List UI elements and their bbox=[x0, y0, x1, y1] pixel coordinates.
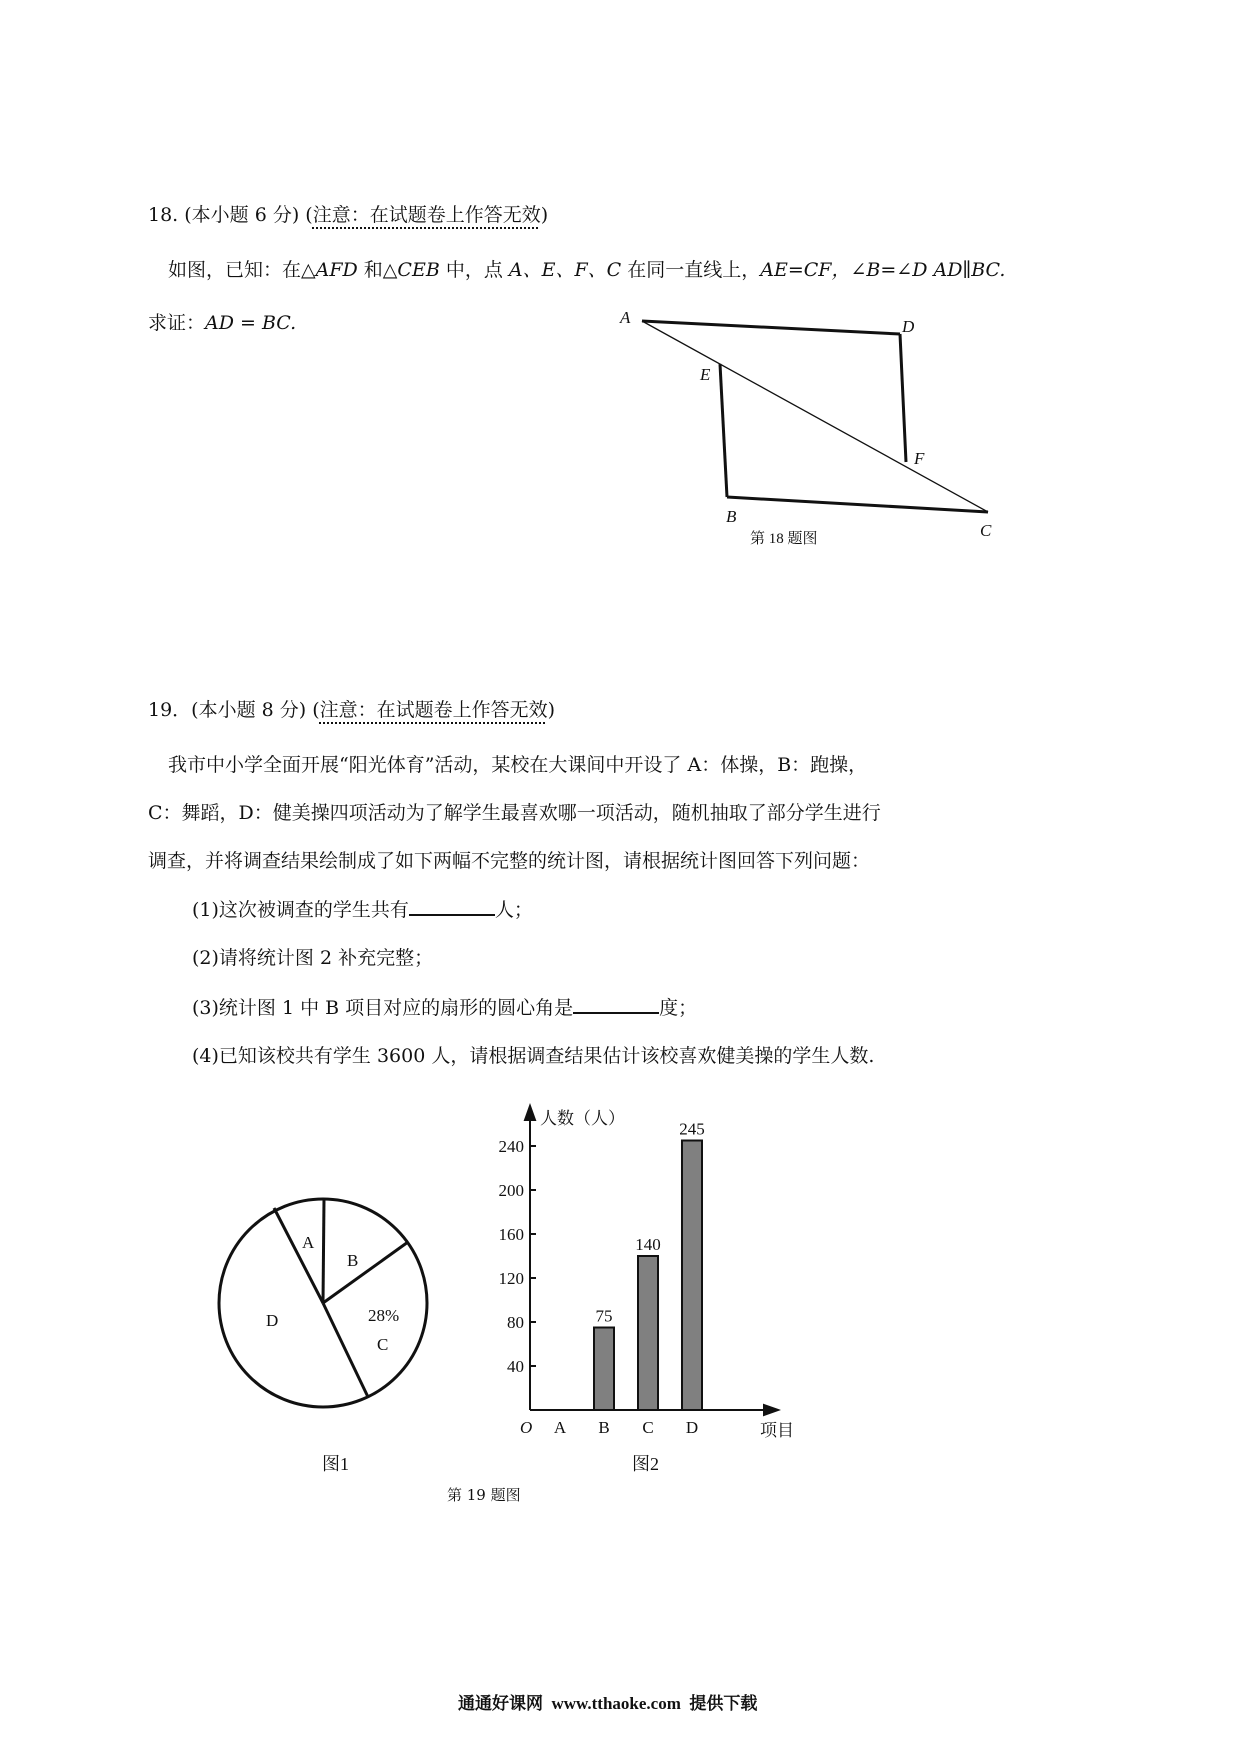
q18-text-2: 和△ bbox=[357, 259, 398, 281]
pie-label-a: A bbox=[302, 1233, 315, 1252]
x-tick-label: B bbox=[598, 1418, 610, 1437]
y-tick-label: 240 bbox=[498, 1137, 524, 1156]
bar-b bbox=[594, 1328, 614, 1411]
q18-points: A、E、F、C bbox=[508, 259, 622, 281]
q18-body-line2 bbox=[148, 310, 296, 336]
label-a: A bbox=[620, 308, 631, 327]
q19-header bbox=[148, 697, 555, 723]
y-axis-arrow bbox=[525, 1106, 535, 1120]
y-tick-label: 200 bbox=[498, 1181, 524, 1200]
q19-header-prefix: 19．(本小题 8 分) ( bbox=[148, 699, 320, 721]
q19-sub1-blank[interactable] bbox=[409, 896, 495, 916]
segment-ac bbox=[642, 321, 988, 512]
q18-text-3: 中，点 bbox=[439, 259, 509, 281]
pie-divider-cd bbox=[323, 1303, 368, 1397]
y-tick-label: 40 bbox=[507, 1357, 524, 1376]
bar-caption: 图2 bbox=[632, 1454, 659, 1474]
q18-conditions: AE=CF，∠B=∠D AD∥BC. bbox=[760, 259, 1006, 281]
q19-header-note: 注意：在试题卷上作答无效 bbox=[319, 699, 548, 721]
q19-bar-chart bbox=[480, 1100, 820, 1480]
q18-prove-label: 求证： bbox=[148, 312, 206, 334]
q18-header-suffix: ) bbox=[540, 204, 549, 226]
y-tick-label: 160 bbox=[498, 1225, 524, 1244]
y-tick-label: 80 bbox=[507, 1313, 524, 1332]
segment-bc bbox=[727, 497, 988, 512]
bar-d bbox=[682, 1141, 702, 1411]
q19-sub3-text: (3)统计图 1 中 B 项目对应的扇形的圆心角是 bbox=[192, 997, 574, 1019]
q19-header-suffix: ) bbox=[547, 699, 556, 721]
pie-label-b: B bbox=[347, 1251, 359, 1270]
footer-text: 通通好课网 www.tthaoke.com 提供下载 bbox=[458, 1694, 758, 1713]
q19-para-line2: C：舞蹈，D：健美操四项活动为了解学生最喜欢哪一项活动，随机抽取了部分学生进行 bbox=[148, 802, 881, 824]
q19-sub3-blank[interactable] bbox=[573, 994, 659, 1014]
label-e: E bbox=[700, 365, 711, 384]
q18-header-prefix: 18. (本小题 6 分) ( bbox=[148, 204, 313, 226]
q18-text-4: 在同一直线上， bbox=[621, 259, 761, 281]
pie-divider-ab bbox=[323, 1199, 324, 1303]
bar-c bbox=[638, 1256, 658, 1410]
pie-label-c-percent: 28% bbox=[368, 1306, 400, 1325]
label-d: D bbox=[902, 317, 915, 336]
bar-value-label: 140 bbox=[635, 1235, 661, 1254]
bar-value-label: 245 bbox=[679, 1119, 705, 1139]
q19-para-line1: 我市中小学全面开展“阳光体育”活动，某校在大课间中开设了 A：体操，B：跑操， bbox=[168, 754, 868, 776]
pie-divider-bc bbox=[323, 1242, 408, 1303]
bar-value-label: 75 bbox=[595, 1306, 613, 1326]
x-tick-label: C bbox=[642, 1418, 654, 1437]
y-tick-label: 120 bbox=[498, 1269, 524, 1288]
q18-triangle-ceb: CEB bbox=[397, 259, 440, 281]
q18-header-note: 注意：在试题卷上作答无效 bbox=[312, 204, 541, 226]
pie-label-c: C bbox=[377, 1335, 389, 1354]
pie-label-d: D bbox=[266, 1311, 279, 1330]
q19-sub4: (4)已知该校共有学生 3600 人，请根据调查结果估计该校喜欢健美操的学生人数. bbox=[192, 1045, 875, 1067]
q19-sub3 bbox=[192, 994, 697, 1021]
pie-caption: 图1 bbox=[322, 1454, 349, 1474]
x-axis-arrow bbox=[764, 1405, 778, 1415]
q18-text-1: 如图，已知：在△ bbox=[168, 259, 316, 281]
pie-divider-ad-top bbox=[274, 1208, 323, 1303]
q19-sub2: (2)请将统计图 2 补充完整； bbox=[192, 947, 434, 969]
q18-figure bbox=[600, 300, 1020, 550]
q19-pie-chart bbox=[210, 1185, 440, 1475]
segment-eb bbox=[720, 364, 727, 497]
x-tick-label: A bbox=[553, 1418, 567, 1437]
x-tick-label: D bbox=[685, 1418, 699, 1437]
segment-ad bbox=[642, 321, 900, 334]
q19-para-line3: 调查，并将调查结果绘制成了如下两幅不完整的统计图，请根据统计图回答下列问题： bbox=[148, 850, 871, 872]
q18-body-line1 bbox=[168, 257, 1005, 283]
q19-sub3-unit: 度； bbox=[659, 997, 698, 1019]
x-axis-label: 项目 bbox=[760, 1421, 794, 1440]
q19-figure-caption: 第 19 题图 bbox=[447, 1486, 521, 1504]
q19-sub1 bbox=[192, 896, 533, 923]
q18-triangle-afd: AFD bbox=[315, 259, 358, 281]
segment-df bbox=[900, 334, 906, 462]
q18-header bbox=[148, 202, 548, 228]
q18-figure-caption: 第 18 题图 bbox=[750, 531, 818, 547]
y-axis-label: 人数（人） bbox=[540, 1109, 625, 1128]
q19-sub1-text: (1)这次被调查的学生共有 bbox=[192, 899, 409, 921]
q18-prove-statement: AD = BC. bbox=[205, 312, 297, 334]
q19-sub1-unit: 人； bbox=[494, 899, 533, 921]
label-f: F bbox=[914, 449, 925, 468]
label-c: C bbox=[980, 521, 992, 540]
label-b: B bbox=[726, 507, 737, 526]
origin-label: O bbox=[520, 1418, 533, 1437]
